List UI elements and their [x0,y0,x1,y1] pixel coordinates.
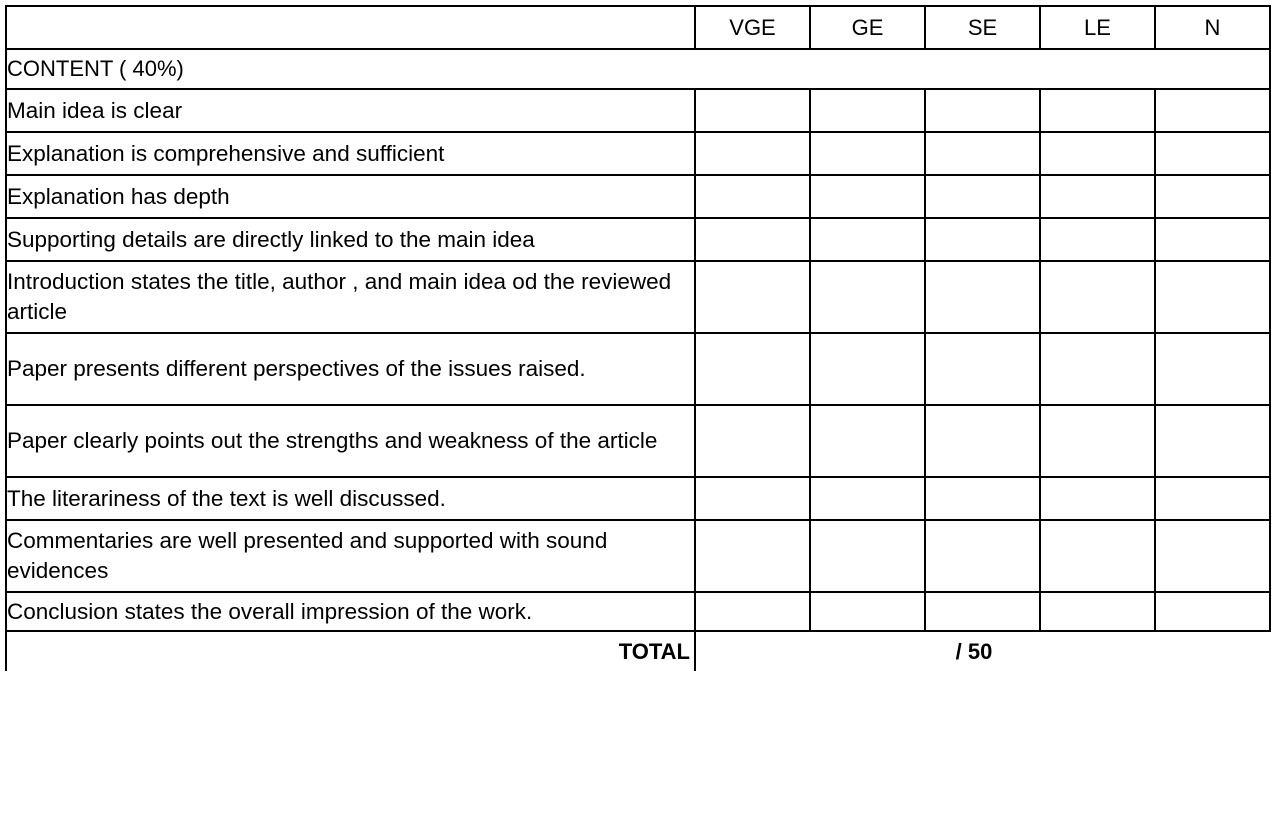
criterion-label: Paper clearly points out the strengths and weakness of the article [6,405,695,477]
rating-cell-se[interactable] [925,477,1040,520]
rating-cell-le[interactable] [1040,477,1155,520]
criterion-label: Main idea is clear [6,89,695,132]
rating-cell-n[interactable] [1155,132,1270,175]
rating-cell-le[interactable] [1040,261,1155,333]
rating-header-ge: GE [810,6,925,49]
rating-cell-vge[interactable] [695,592,810,631]
rating-cell-vge[interactable] [695,477,810,520]
rating-cell-se[interactable] [925,218,1040,261]
rating-cell-vge[interactable] [695,175,810,218]
criterion-row [6,333,1270,405]
criterion-row [6,132,1270,175]
rating-cell-ge[interactable] [810,175,925,218]
rating-cell-se[interactable] [925,405,1040,477]
criterion-label: Commentaries are well presented and supported with sound evidences [6,520,695,592]
rating-cell-se[interactable] [925,132,1040,175]
rating-cell-ge[interactable] [810,218,925,261]
total-score: / 50 [695,631,1270,671]
criterion-label: Introduction states the title, author , and main idea od the reviewed article [6,261,695,333]
criterion-row [6,520,1270,592]
rating-cell-le[interactable] [1040,89,1155,132]
criterion-label: Paper presents different perspectives of the issues raised. [6,333,695,405]
rating-cell-se[interactable] [925,89,1040,132]
rating-cell-se[interactable] [925,261,1040,333]
rating-cell-n[interactable] [1155,333,1270,405]
rating-cell-le[interactable] [1040,520,1155,592]
total-row [6,631,1270,671]
rating-cell-ge[interactable] [810,405,925,477]
criterion-label: Explanation is comprehensive and sufficient [6,132,695,175]
rating-cell-ge[interactable] [810,477,925,520]
criterion-row [6,218,1270,261]
criterion-label: The literariness of the text is well discussed. [6,477,695,520]
rating-cell-n[interactable] [1155,261,1270,333]
criterion-label: Supporting details are directly linked to the main idea [6,218,695,261]
criterion-row [6,405,1270,477]
rating-header-n: N [1155,6,1270,49]
criterion-row [6,261,1270,333]
rating-cell-n[interactable] [1155,592,1270,631]
rating-header-vge: VGE [695,6,810,49]
rating-cell-vge[interactable] [695,132,810,175]
section-row [6,49,1270,89]
criterion-row [6,477,1270,520]
rating-cell-ge[interactable] [810,520,925,592]
rating-cell-le[interactable] [1040,132,1155,175]
rating-cell-vge[interactable] [695,405,810,477]
rating-cell-ge[interactable] [810,261,925,333]
criterion-row [6,592,1270,631]
section-title: CONTENT ( 40%) [6,49,1270,89]
total-label: TOTAL [6,631,695,671]
rating-cell-vge[interactable] [695,218,810,261]
rating-cell-vge[interactable] [695,520,810,592]
rating-cell-le[interactable] [1040,405,1155,477]
header-corner-cell [6,6,695,49]
rating-cell-le[interactable] [1040,218,1155,261]
rating-cell-vge[interactable] [695,333,810,405]
criterion-label: Explanation has depth [6,175,695,218]
rating-cell-n[interactable] [1155,477,1270,520]
criterion-label: Conclusion states the overall impression of the work. [6,592,695,631]
rating-cell-se[interactable] [925,175,1040,218]
rating-header-le: LE [1040,6,1155,49]
rating-header-se: SE [925,6,1040,49]
header-row [6,6,1270,49]
rating-cell-n[interactable] [1155,218,1270,261]
rating-cell-ge[interactable] [810,89,925,132]
criterion-row [6,175,1270,218]
rating-cell-n[interactable] [1155,520,1270,592]
rating-cell-le[interactable] [1040,333,1155,405]
rating-cell-ge[interactable] [810,592,925,631]
rating-cell-se[interactable] [925,333,1040,405]
rating-cell-n[interactable] [1155,175,1270,218]
rating-cell-se[interactable] [925,520,1040,592]
rating-cell-ge[interactable] [810,132,925,175]
rating-cell-le[interactable] [1040,175,1155,218]
rating-cell-vge[interactable] [695,261,810,333]
rating-cell-n[interactable] [1155,89,1270,132]
rating-cell-vge[interactable] [695,89,810,132]
rating-cell-se[interactable] [925,592,1040,631]
rating-cell-le[interactable] [1040,592,1155,631]
rating-cell-n[interactable] [1155,405,1270,477]
rating-cell-ge[interactable] [810,333,925,405]
rubric-table [5,5,1271,671]
criterion-row [6,89,1270,132]
